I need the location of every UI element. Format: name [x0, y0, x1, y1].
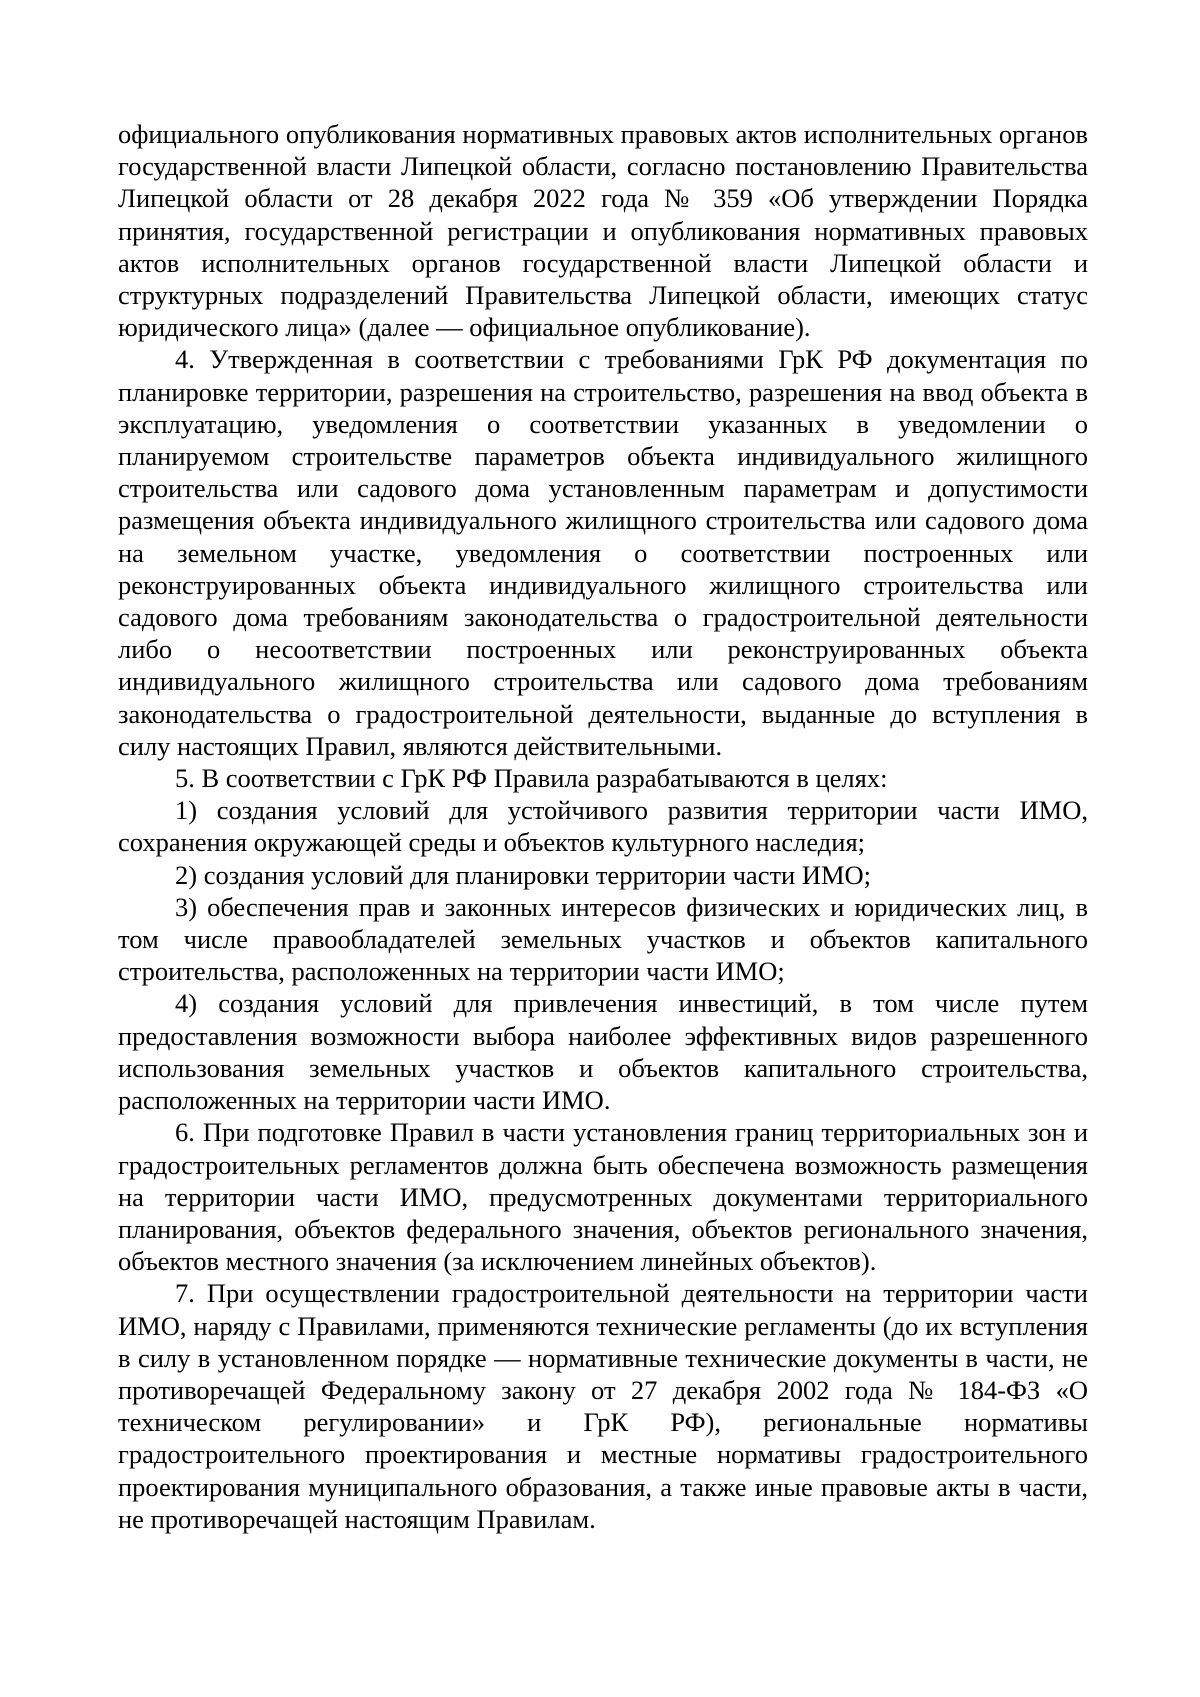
paragraph-item-6: 6. При подготовке Правил в части установления границ территориальных зон и градостроительных регламентов должна быть обеспечена возможность размещения на территории части ИМО, предусмотренных документами территориального планирования, объектов федерального значения, объектов регионального значения, объектов местного значения (за исключением линейных объектов). [118, 1117, 1088, 1277]
paragraph-official-publication: официального опубликования нормативных правовых актов исполнительных органов государственной власти Липецкой области, согласно постановлению Правительства Липецкой области от 28 декабря 2022 года № 359 «Об утверждении Порядка принятия, государственной регистрации и опубликования нормативных правовых актов исполнительных органов государственной власти Липецкой области и структурных подразделений Правительства Липецкой области, имеющих статус юридического лица» (далее — официальное опубликование). [118, 119, 1088, 343]
document-page [118, 118, 1088, 1535]
paragraph-item-5-3: 3) обеспечения прав и законных интересов физических и юридических лиц, в том числе правообладателей земельных участков и объектов капитального строительства, расположенных на территории части ИМО; [118, 891, 1088, 987]
paragraph-item-7: 7. При осуществлении градостроительной деятельности на территории части ИМО, наряду с Правилами, применяются технические регламенты (до их вступления в силу в установленном порядке — нормативные технические документы в части, не противоречащей Федеральному закону от 27 декабря 2002 года № 184-ФЗ «О техническом регулировании» и ГрК РФ), региональные нормативы градостроительного проектирования и местные нормативы градостроительного проектирования муниципального образования, а также иные правовые акты в части, не противоречащей настоящим Правилам. [118, 1278, 1088, 1534]
paragraph-item-4: 4. Утвержденная в соответствии с требованиями ГрК РФ документация по планировке территории, разрешения на строительство, разрешения на ввод объекта в эксплуатацию, уведомления о соответствии указанных в уведомлении о планируемом строительстве параметров объекта индивидуального жилищного строительства или садового дома установленным параметрам и допустимости размещения объекта индивидуального жилищного строительства или садового дома на земельном участке, уведомления о соответствии построенных или реконструированных объекта индивидуального жилищного строительства или садового дома требованиям законодательства о градостроительной деятельности либо о несоответствии построенных или реконструированных объекта индивидуального жилищного строительства или садового дома требованиям законодательства о градостроительной деятельности, выданные до вступления в силу настоящих Правил, являются действительными. [118, 344, 1088, 761]
paragraph-item-5-1: 1) создания условий для устойчивого развития территории части ИМО, сохранения окружающей среды и объектов культурного наследия; [118, 795, 1088, 858]
paragraph-item-5-2: 2) создания условий для планировки территории части ИМО; [175, 859, 872, 890]
paragraph-item-5-4: 4) создания условий для привлечения инвестиций, в том числе путем предоставления возможности выбора наиболее эффективных видов разрешенного использования земельных участков и объектов капитального строительства, расположенных на территории части ИМО. [118, 988, 1088, 1116]
paragraph-item-5: 5. В соответствии с ГрК РФ Правила разрабатываются в целях: [175, 763, 888, 794]
